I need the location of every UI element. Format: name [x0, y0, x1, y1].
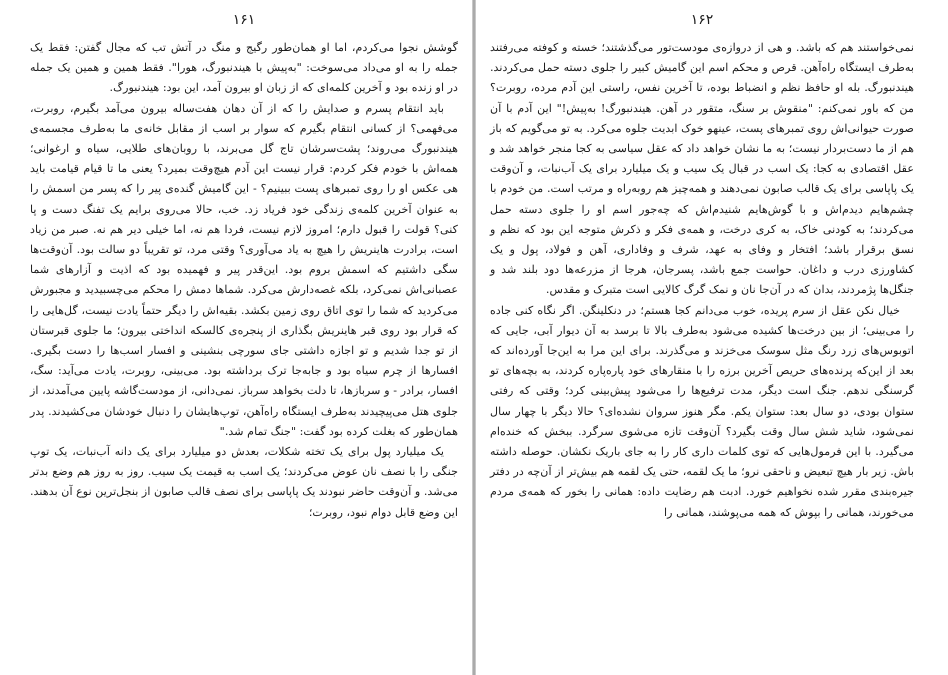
- paragraph: نمی‌خواستند هم که باشد. و هی از دروازه‌ی مودست‌تور می‌گذشتند؛ خسته و کوفته می‌رفتند به‌طرف ایستگاه راه‌آهن. قرص و محکم اسم این گامیش کبیر را جلوی دسته حمل می‌کردند. هیندنبورگ. بله او حافظ نظم و انضباط بوده، تا آخرین نفس، راستی این آدم مرده، روبرت؟ من که باور نمی‌کنم: "منقوش بر سنگ، متقور در آهن. هیندنبورگ! به‌پیش!" این آدم با آن صورت حیوانی‌اش روی تمبرهای پست، عینهو خوک ابدیت جلوه می‌کرد. به تو می‌گویم که باز هم از ما دست‌بردار نیست؛ به ما نشان خواهد داد که عقل سیاسی به کجا منجر خواهد شد و عقل اقتصادی به کجا: یک اسب در قبال یک سیب و یک میلیارد برای یک آب‌نبات، و آن‌وقت یک پاپاسی برای یک قالب صابون نمی‌دهند و همه‌چیز هم روبه‌راه و مرتب است. من خودم با چشم‌هایم دیدم‌اش و با گوش‌هایم شنیدم‌اش که چه‌جور اسم او را جلوی دسته حمل می‌کردند؛ به کودنی خاک، به کری درخت، و همه‌ی فکر و ذکرش متوجه این بود که نظم و نسق برقرار باشد؛ افتخار و وفای به عهد، شرف و وفاداری، آهن و فولاد، پول و یک کشاورزی درب و داغان. حواست جمع باشد، پسرجان، هرجا از مزرعه‌ها دود بلند شد و جنگل‌ها پژمردند، بدان که در آن‌جا نان و نمک گرگ کالایی است متبرک و مقدس.: [490, 41, 914, 297]
- paragraph: خیال نکن عقل از سرم پریده، خوب می‌دانم کجا هستم؛ در دنکلینگن. اگر نگاه کنی جاده را می‌بینی؛ از بین درخت‌ها کشیده می‌شود به‌طرف بالا تا برسد به آن دیوار آبی، جایی که اتوبوس‌های زرد رنگ مثل سوسک می‌خزند و می‌گذرند. برای این مرا به این‌جا آورده‌اند که بعد از این‌که پرنده‌های حریص آخرین برزه را با منقارهای خود پاره‌پاره کردند، به بچه‌های تو گرسنگی ندهم. جنگ است دیگر، مدت ترفیع‌ها را می‌شود پیش‌بینی کرد؛ وقتی که رفتی ستوان بودی، دو سال بعد: ستوان یکم. مگر هنوز سروان نشده‌ای؟ حالا دیگر با چهار سال نمی‌شود، شاید شش سال وقت بگیرد؟ آن‌وقت تازه می‌شوی سرگرد. ببخش که خنده‌ام می‌گیرد. با این فرمول‌هایی که توی کلمات داری کار را به جای باریک نکشان. حوصله داشته باش. زیر بار هیچ تبعیض و ناحقی نرو؛ ما یک لقمه، حتی یک لقمه هم بیش‌تر از آن‌چه در دفتر جیره‌بندی مقرر شده نخواهیم خورد. ادبت هم رضایت داده: همانی را بخور که همه‌ی مردم می‌خورند، همانی را بپوش که همه می‌پوشند، همانی را: [490, 303, 914, 519]
- paragraph: باید انتقام پسرم و صدایش را که از آن دهان هفت‌ساله بیرون می‌آمد بگیرم، روبرت، می‌فهمی؟ از کسانی انتقام بگیرم که سوار بر اسب از مقابل خانه‌ی ما به‌طرف مجسمه‌ی هیندنبورگ می‌روند؛ پشت‌سرشان تاج گل می‌برند، با روبان‌های طلایی، سیاه و ارغوانی؛ همه‌اش با خودم فکر کردم: قرار نیست این آدم هیچ‌وقت بمیرد؟ یعنی ما تا قیام قیامت باید هی عکس او را روی تمبرهای پست ببینیم؟ - این گامیش گنده‌ی پیر را که پسر من اسمش را به عنوان آخرین کلمه‌ی زندگی خود فریاد زد. خب، حالا می‌روی برایم یک تفنگ دست و پا کنی؟ قولت را قبول دارم؛ امروز لازم نیست، فردا هم نه، اما خیلی دیر هم نه. صبر من زیاد است، برادرت هاینریش را هیچ به یاد می‌آوری؟ وقتی مرد، تو تقریباً دو سالت بود. آن‌وقت‌ها سگی داشتیم که اسمش بروم بود. این‌قدر پیر و فهمیده بود که اذیت و آزارهای شما عصبانی‌اش نمی‌کرد، بلکه غصه‌دارش می‌کرد. شماها دمش را محکم می‌چسبیدید و مجبورش می‌کردید که شما را توی اتاق روی زمین بکشد. بقیه‌اش را دیگر حتماً یادت نیست، گل‌هایی را که قرار بود روی قبر هاینریش بگذاری از پنجره‌ی کالسکه انداختی بیرون؛ ما جلوی قبرستان از تو جدا شدیم و تو اجازه داشتی جای سورچی بنشینی و افسار اسب‌ها را دست بگیری. افسارها از چرم سیاه بود و جابه‌جا ترک برداشته بود. می‌بینی، روبرت، یادت می‌آید: سگ، افسار، برادر - و سربازها، تا دلت بخواهد سرباز. نمی‌دانی، از مودست‌گاشه پایین می‌آمدند، از جلوی هتل می‌پیچیدند به‌طرف ایستگاه راه‌آهن، توپ‌هایشان را دنبال خودشان می‌کشیدند. پدر همان‌طور که بغلت کرده بود گفت: "جنگ تمام شد.": [30, 101, 458, 438]
- paragraph: گوشش نجوا می‌کردم، اما او همان‌طور رگیج و منگ در آتش تب که مجال گفتن: فقط یک جمله را به او می‌داد می‌سوخت: "به‌پیش با هیندنبورگ، هورا". فقط همین و همین یک جمله در او زنده بود و آخرین کلمه‌ای که از زبان او بیرون آمد، این بود: هیندنبورگ.: [30, 41, 458, 95]
- page-text: [30, 38, 458, 523]
- page-number: ۱۶۲: [690, 12, 714, 28]
- paragraph: یک میلیارد پول برای یک تخته شکلات، بعدش دو میلیارد برای یک دانه آب‌نبات، یک توپ جنگی را با نصف نان عوض می‌کردند؛ یک اسب به قیمت یک سیب. روز به روز هم وضع بدتر می‌شد. و آن‌وقت حاضر نبودند یک پاپاسی برای نصف قالب صابون از بنجل‌ترین نوع آن بدهند. این وضع قابل دوام نبود، روبرت؛: [30, 445, 458, 519]
- right-page: [476, 0, 948, 675]
- page-number: ۱۶۱: [232, 12, 256, 28]
- left-page: [0, 0, 472, 675]
- page-text: [490, 38, 914, 523]
